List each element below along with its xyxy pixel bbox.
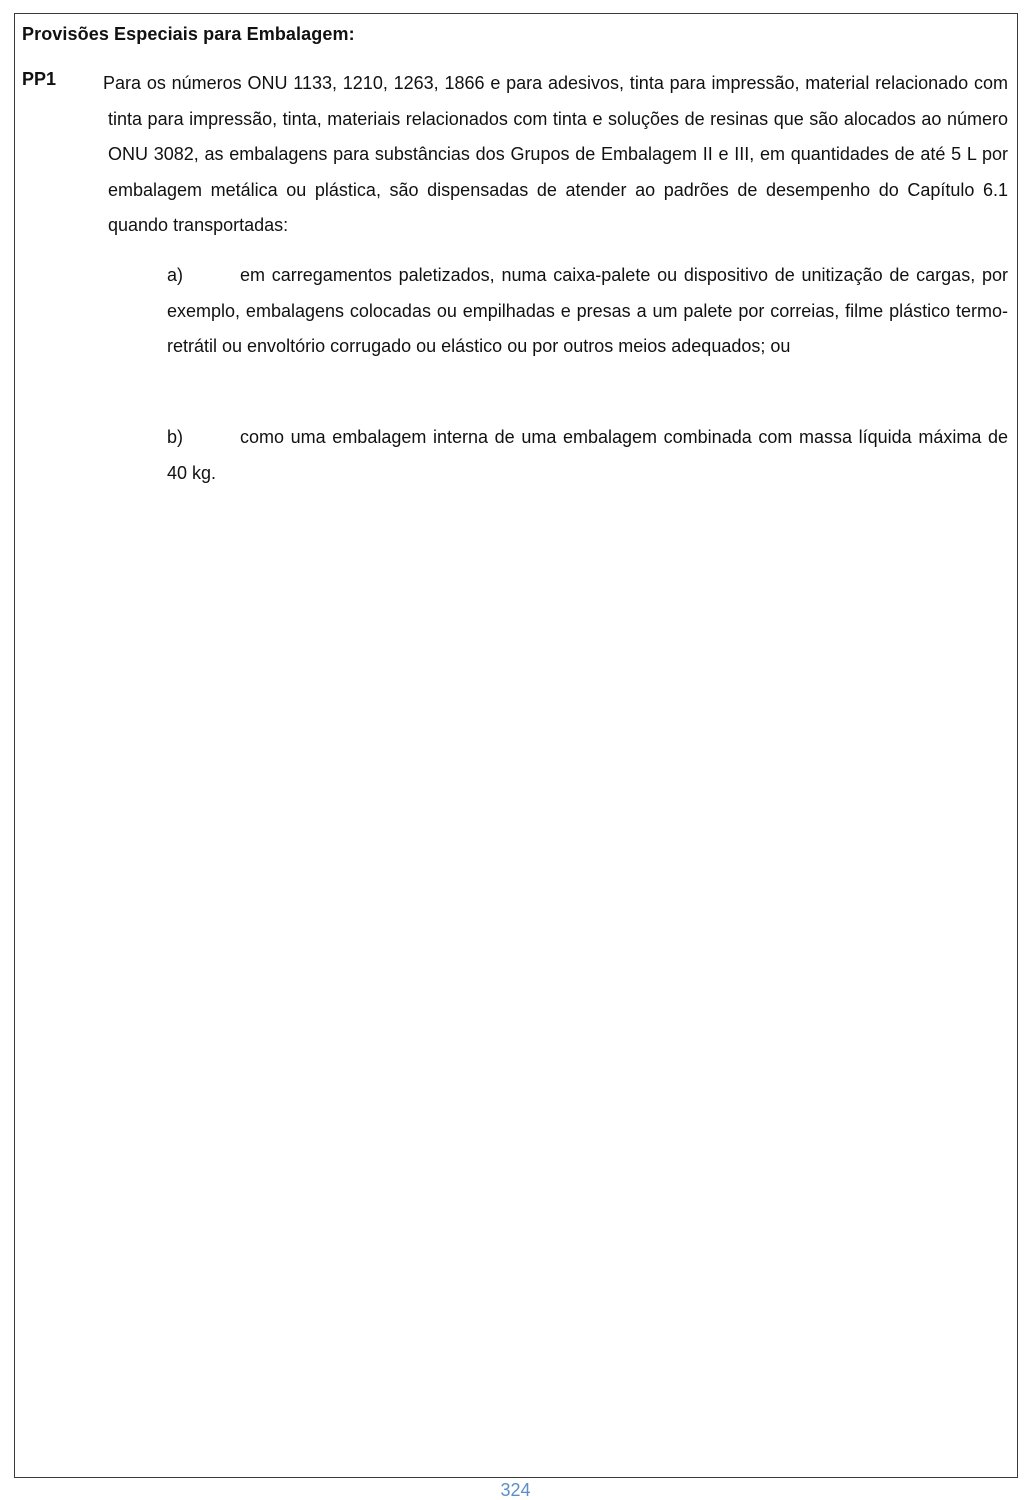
provision-code: PP1	[22, 69, 57, 89]
page-number: 324	[500, 1480, 531, 1500]
provision-text: Para os números ONU 1133, 1210, 1263, 1866 e para adesivos, tinta para impressão, material relacionado com tinta para impressão, tinta, materiais relacionados com tinta e soluções de resinas que são alocados ao número ONU 3082, as embalagens para substâncias dos Grupos de Embalagem II e III, em quantidades de até 5 L por embalagem metálica ou plástica, são dispensadas de atender ao padrões de desempenho do Capítulo 6.1 quando transportadas:	[103, 73, 1008, 235]
section-heading: Provisões Especiais para Embalagem:	[22, 24, 355, 44]
item-text-b: como uma embalagem interna de uma embalagem combinada com massa líquida máxima de 40 kg.	[167, 427, 1008, 483]
provision-item-b	[167, 420, 1008, 491]
item-letter-a: a)	[167, 265, 184, 285]
item-letter-b: b)	[167, 427, 184, 447]
provision-item-a	[167, 258, 1008, 365]
item-text-a: em carregamentos paletizados, numa caixa-palete ou dispositivo de unitização de cargas, por exemplo, embalagens colocadas ou empilhadas e presas a um palete por correias, filme plástico termo-retrátil ou envoltório corrugado ou elástico ou por outros meios adequados; ou	[167, 265, 1008, 356]
